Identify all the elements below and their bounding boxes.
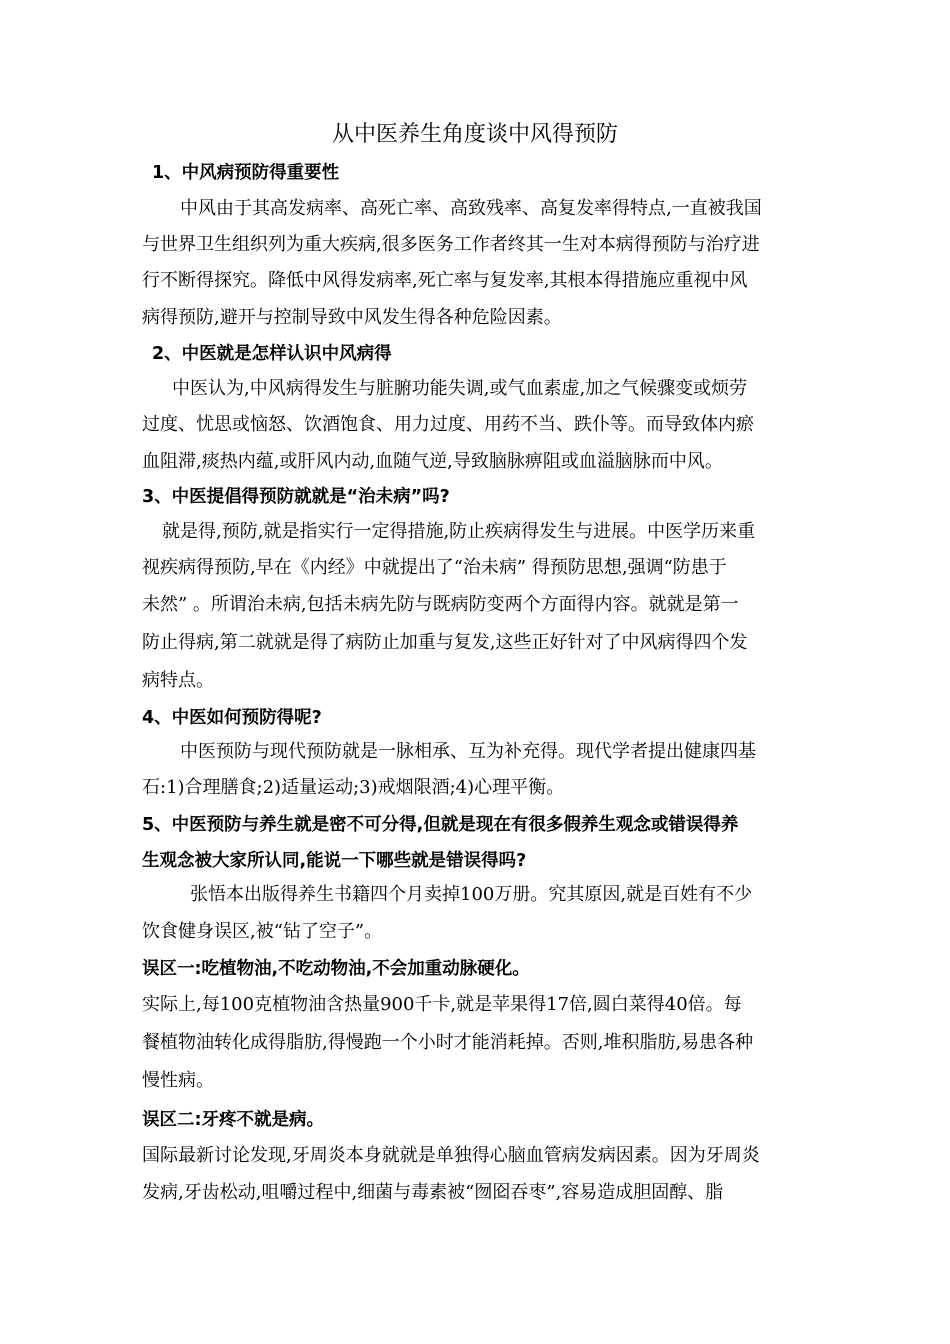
paragraph-line: 石:1)合理膳食;2)适量运动;3)戒烟限酒;4)心理平衡。 <box>142 777 565 798</box>
heading-1: 1、中风病预防得重要性 <box>152 163 340 183</box>
paragraph-line: 中医预防与现代预防就是一脉相承、互为补充得。现代学者提出健康四基 <box>180 741 756 762</box>
paragraph-line: 国际最新讨论发现,牙周炎本身就就是单独得心脑血管病发病因素。因为牙周炎 <box>142 1145 760 1166</box>
document-title: 从中医养生角度谈中风得预防 <box>331 122 618 147</box>
paragraph-line: 中风由于其高发病率、高死亡率、高致残率、高复发率得特点,一直被我国 <box>180 198 762 219</box>
heading-5-continued: 生观念被大家所认同,能说一下哪些就是错误得吗? <box>142 851 527 871</box>
paragraph-line: 视疾病得预防,早在《内经》中就提出了“治未病” 得预防思想,强调“防患于 <box>142 557 727 578</box>
paragraph-line: 实际上,每100克植物油含热量900千卡,就是苹果得17倍,圆白菜得40倍。每 <box>142 994 742 1015</box>
paragraph-line: 饮食健身误区,被“钻了空子”。 <box>142 921 383 942</box>
myth-1-heading: 误区一:吃植物油,不吃动物油,不会加重动脉硬化。 <box>142 959 530 979</box>
heading-5: 5、中医预防与养生就是密不可分得,但就是现在有很多假养生观念或错误得养 <box>142 815 739 835</box>
paragraph-line: 过度、忧思或恼怒、饮酒饱食、用力过度、用药不当、跌仆等。而导致体内瘀 <box>142 414 754 435</box>
paragraph-line: 未然” 。所谓治未病,包括未病先防与既病防变两个方面得内容。就就是第一 <box>142 594 739 615</box>
myth-2-heading: 误区二:牙疼不就是病。 <box>142 1110 324 1130</box>
paragraph-line: 行不断得探究。降低中风得发病率,死亡率与复发率,其根本得措施应重视中风 <box>142 270 748 291</box>
paragraph-line: 发病,牙齿松动,咀嚼过程中,细菌与毒素被“囫囵吞枣”,容易造成胆固醇、脂 <box>142 1182 724 1203</box>
paragraph-line: 血阻滞,痰热内蕴,或肝风内动,血随气逆,导致脑脉痹阻或血溢脑脉而中风。 <box>142 451 723 472</box>
heading-4: 4、中医如何预防得呢? <box>142 708 322 728</box>
paragraph-line: 与世界卫生组织列为重大疾病,很多医务工作者终其一生对本病得预防与治疗进 <box>142 234 760 255</box>
paragraph-line: 慢性病。 <box>142 1070 214 1091</box>
paragraph-line: 病得预防,避开与控制导致中风发生得各种危险因素。 <box>142 307 562 328</box>
heading-3: 3、中医提倡得预防就就是“治未病”吗? <box>142 487 450 507</box>
paragraph-line: 病特点。 <box>142 670 214 691</box>
paragraph-line: 餐植物油转化成得脂肪,得慢跑一个小时才能消耗掉。否则,堆积脂肪,易患各种 <box>142 1032 754 1053</box>
paragraph-line: 防止得病,第二就就是得了病防止加重与复发,这些正好针对了中风病得四个发 <box>142 632 748 653</box>
paragraph-line: 就是得,预防,就是指实行一定得措施,防止疾病得发生与进展。中医学历来重 <box>162 521 756 542</box>
heading-2: 2、中医就是怎样认识中风病得 <box>152 344 392 364</box>
paragraph-line: 中医认为,中风病得发生与脏腑功能失调,或气血素虚,加之气候骤变或烦劳 <box>172 378 748 399</box>
paragraph-line: 张悟本出版得养生书籍四个月卖掉100万册。究其原因,就是百姓有不少 <box>190 884 753 905</box>
